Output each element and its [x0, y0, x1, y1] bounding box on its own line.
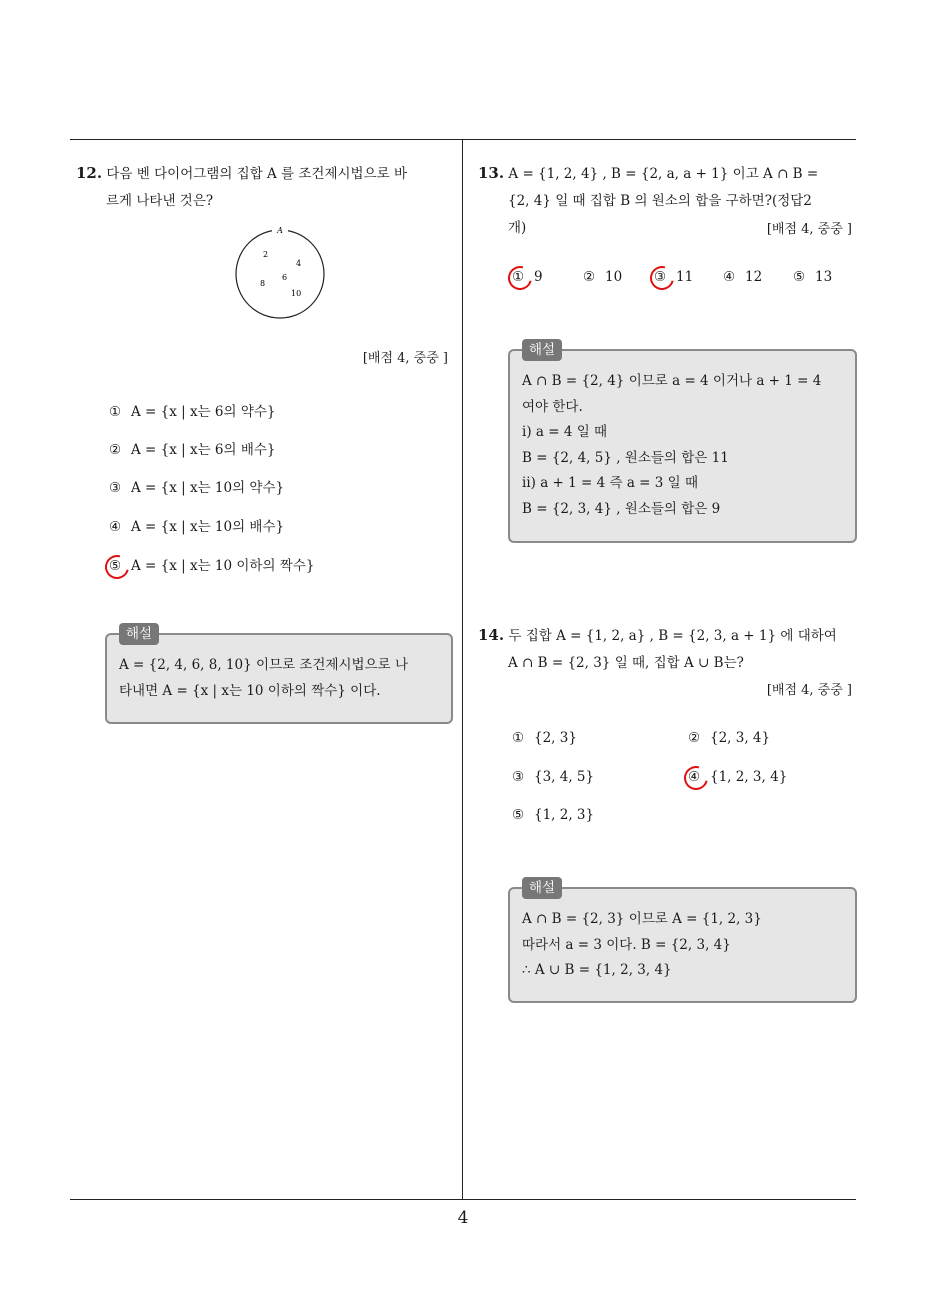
- solution-line: 여야 한다.: [522, 398, 583, 415]
- option-mark-selected: ③: [654, 269, 676, 285]
- column-divider: [462, 140, 463, 1200]
- page-number: 4: [457, 1208, 469, 1228]
- option-1[interactable]: [512, 269, 543, 285]
- option-text: A = {x | x는 6의 약수}: [131, 404, 276, 420]
- option-text: A = {x | x는 10 이하의 짝수}: [131, 558, 315, 574]
- question-meta: [배점 4, 중중 ]: [766, 222, 852, 237]
- option-text: {3, 4, 5}: [534, 769, 595, 785]
- option-text: 10: [605, 269, 623, 285]
- question-text: A = {1, 2, 4} , B = {2, a, a + 1} 이고 A ∩ B =: [508, 166, 819, 182]
- question-number: 12.: [76, 164, 103, 182]
- option-3[interactable]: [109, 476, 284, 496]
- option-text: {2, 3}: [534, 730, 577, 746]
- option-text: 9: [534, 269, 543, 285]
- option-text: 13: [815, 269, 833, 285]
- option-mark-selected: ①: [512, 269, 534, 285]
- venn-set-label: A: [277, 226, 283, 235]
- bottom-rule: [70, 1199, 856, 1200]
- option-text: A = {x | x는 10의 배수}: [131, 519, 285, 535]
- option-1[interactable]: [109, 400, 276, 420]
- option-5[interactable]: [109, 554, 314, 574]
- option-mark-selected: ④: [688, 769, 710, 785]
- option-mark: ⑤: [512, 807, 525, 823]
- solution-line: A ∩ B = {2, 3} 이므로 A = {1, 2, 3}: [522, 911, 762, 927]
- option-text: {1, 2, 3, 4}: [710, 769, 788, 785]
- option-text: 12: [745, 269, 763, 285]
- option-2[interactable]: [583, 269, 622, 285]
- option-mark: ③: [109, 480, 122, 496]
- question-number: 14.: [478, 626, 505, 644]
- solution-line: ∴ A ∪ B = {1, 2, 3, 4}: [522, 962, 672, 978]
- option-text: 11: [676, 269, 694, 285]
- option-mark: ④: [109, 519, 122, 535]
- answer-circle-icon: [680, 762, 713, 795]
- question-text: 두 집합 A = {1, 2, a} , B = {2, 3, a + 1} 에 대하여: [508, 628, 837, 644]
- question-text: A ∩ B = {2, 3} 일 때, 집합 A ∪ B는?: [508, 655, 744, 671]
- question-meta: [배점 4, 중중 ]: [766, 683, 852, 698]
- option-text: A = {x | x는 6의 배수}: [131, 442, 276, 458]
- option-mark: ③: [512, 769, 525, 785]
- question-number: 13.: [478, 164, 505, 182]
- solution-line: ⅰ) a = 4 일 때: [522, 424, 608, 440]
- option-mark: ④: [723, 269, 736, 285]
- venn-element: 6: [282, 273, 288, 282]
- option-1[interactable]: [512, 730, 577, 746]
- option-mark: ①: [512, 730, 525, 746]
- venn-diagram: [230, 224, 330, 324]
- answer-circle-icon: [101, 551, 134, 584]
- venn-element: 8: [260, 279, 266, 288]
- question-meta: [배점 4, 중중 ]: [362, 351, 448, 366]
- solution-line: A ∩ B = {2, 4} 이므로 a = 4 이거나 a + 1 = 4: [522, 373, 822, 389]
- question-text: 르게 나타낸 것은?: [106, 193, 214, 209]
- question-12: [76, 160, 486, 215]
- option-text: {1, 2, 3}: [534, 807, 595, 823]
- option-4[interactable]: [723, 269, 762, 285]
- venn-element: 10: [291, 289, 302, 298]
- option-2[interactable]: [109, 438, 276, 458]
- top-rule: [70, 139, 856, 140]
- option-5[interactable]: [512, 807, 594, 823]
- solution-line: B = {2, 4, 5} , 원소들의 합은 11: [522, 449, 729, 466]
- option-mark: ②: [688, 730, 701, 746]
- answer-circle-icon: [504, 262, 537, 295]
- venn-element: 2: [263, 250, 269, 259]
- answer-circle-icon: [646, 262, 679, 295]
- question-text: {2, 4} 일 때 집합 B 의 원소의 합을 구하면?(정답2: [508, 193, 812, 209]
- option-5[interactable]: [793, 269, 832, 285]
- option-4[interactable]: [688, 769, 787, 785]
- solution-line: 따라서 a = 3 이다. B = {2, 3, 4}: [522, 936, 731, 953]
- solution-line: B = {2, 3, 4} , 원소들의 합은 9: [522, 500, 721, 517]
- option-3[interactable]: [512, 769, 594, 785]
- option-4[interactable]: [109, 515, 284, 535]
- option-text: {2, 3, 4}: [710, 730, 771, 746]
- solution-tag: 해설: [522, 877, 562, 899]
- option-mark: ②: [109, 442, 122, 458]
- solution-line: ⅱ) a + 1 = 4 즉 a = 3 일 때: [522, 475, 699, 491]
- solution-tag: 해설: [119, 623, 159, 645]
- option-2[interactable]: [688, 730, 770, 746]
- solution-box: [508, 342, 857, 543]
- solution-box: [508, 880, 857, 1003]
- option-mark: ①: [109, 404, 122, 420]
- option-mark: ②: [583, 269, 596, 285]
- question-text: 개): [508, 220, 527, 236]
- solution-box: [105, 626, 453, 724]
- solution-line: 타내면 A = {x | x는 10 이하의 짝수} 이다.: [119, 682, 381, 699]
- option-mark: ⑤: [793, 269, 806, 285]
- question-text: 다음 벤 다이어그램의 집합 A 를 조건제시법으로 바: [106, 166, 408, 182]
- solution-line: A = {2, 4, 6, 8, 10} 이므로 조건제시법으로 나: [119, 657, 409, 673]
- option-3[interactable]: [654, 269, 693, 285]
- solution-tag: 해설: [522, 339, 562, 361]
- option-mark-selected: ⑤: [109, 558, 131, 574]
- option-text: A = {x | x는 10의 약수}: [131, 480, 285, 496]
- question-14: [478, 622, 893, 677]
- venn-element: 4: [296, 259, 302, 268]
- venn-set-circle: [236, 230, 324, 318]
